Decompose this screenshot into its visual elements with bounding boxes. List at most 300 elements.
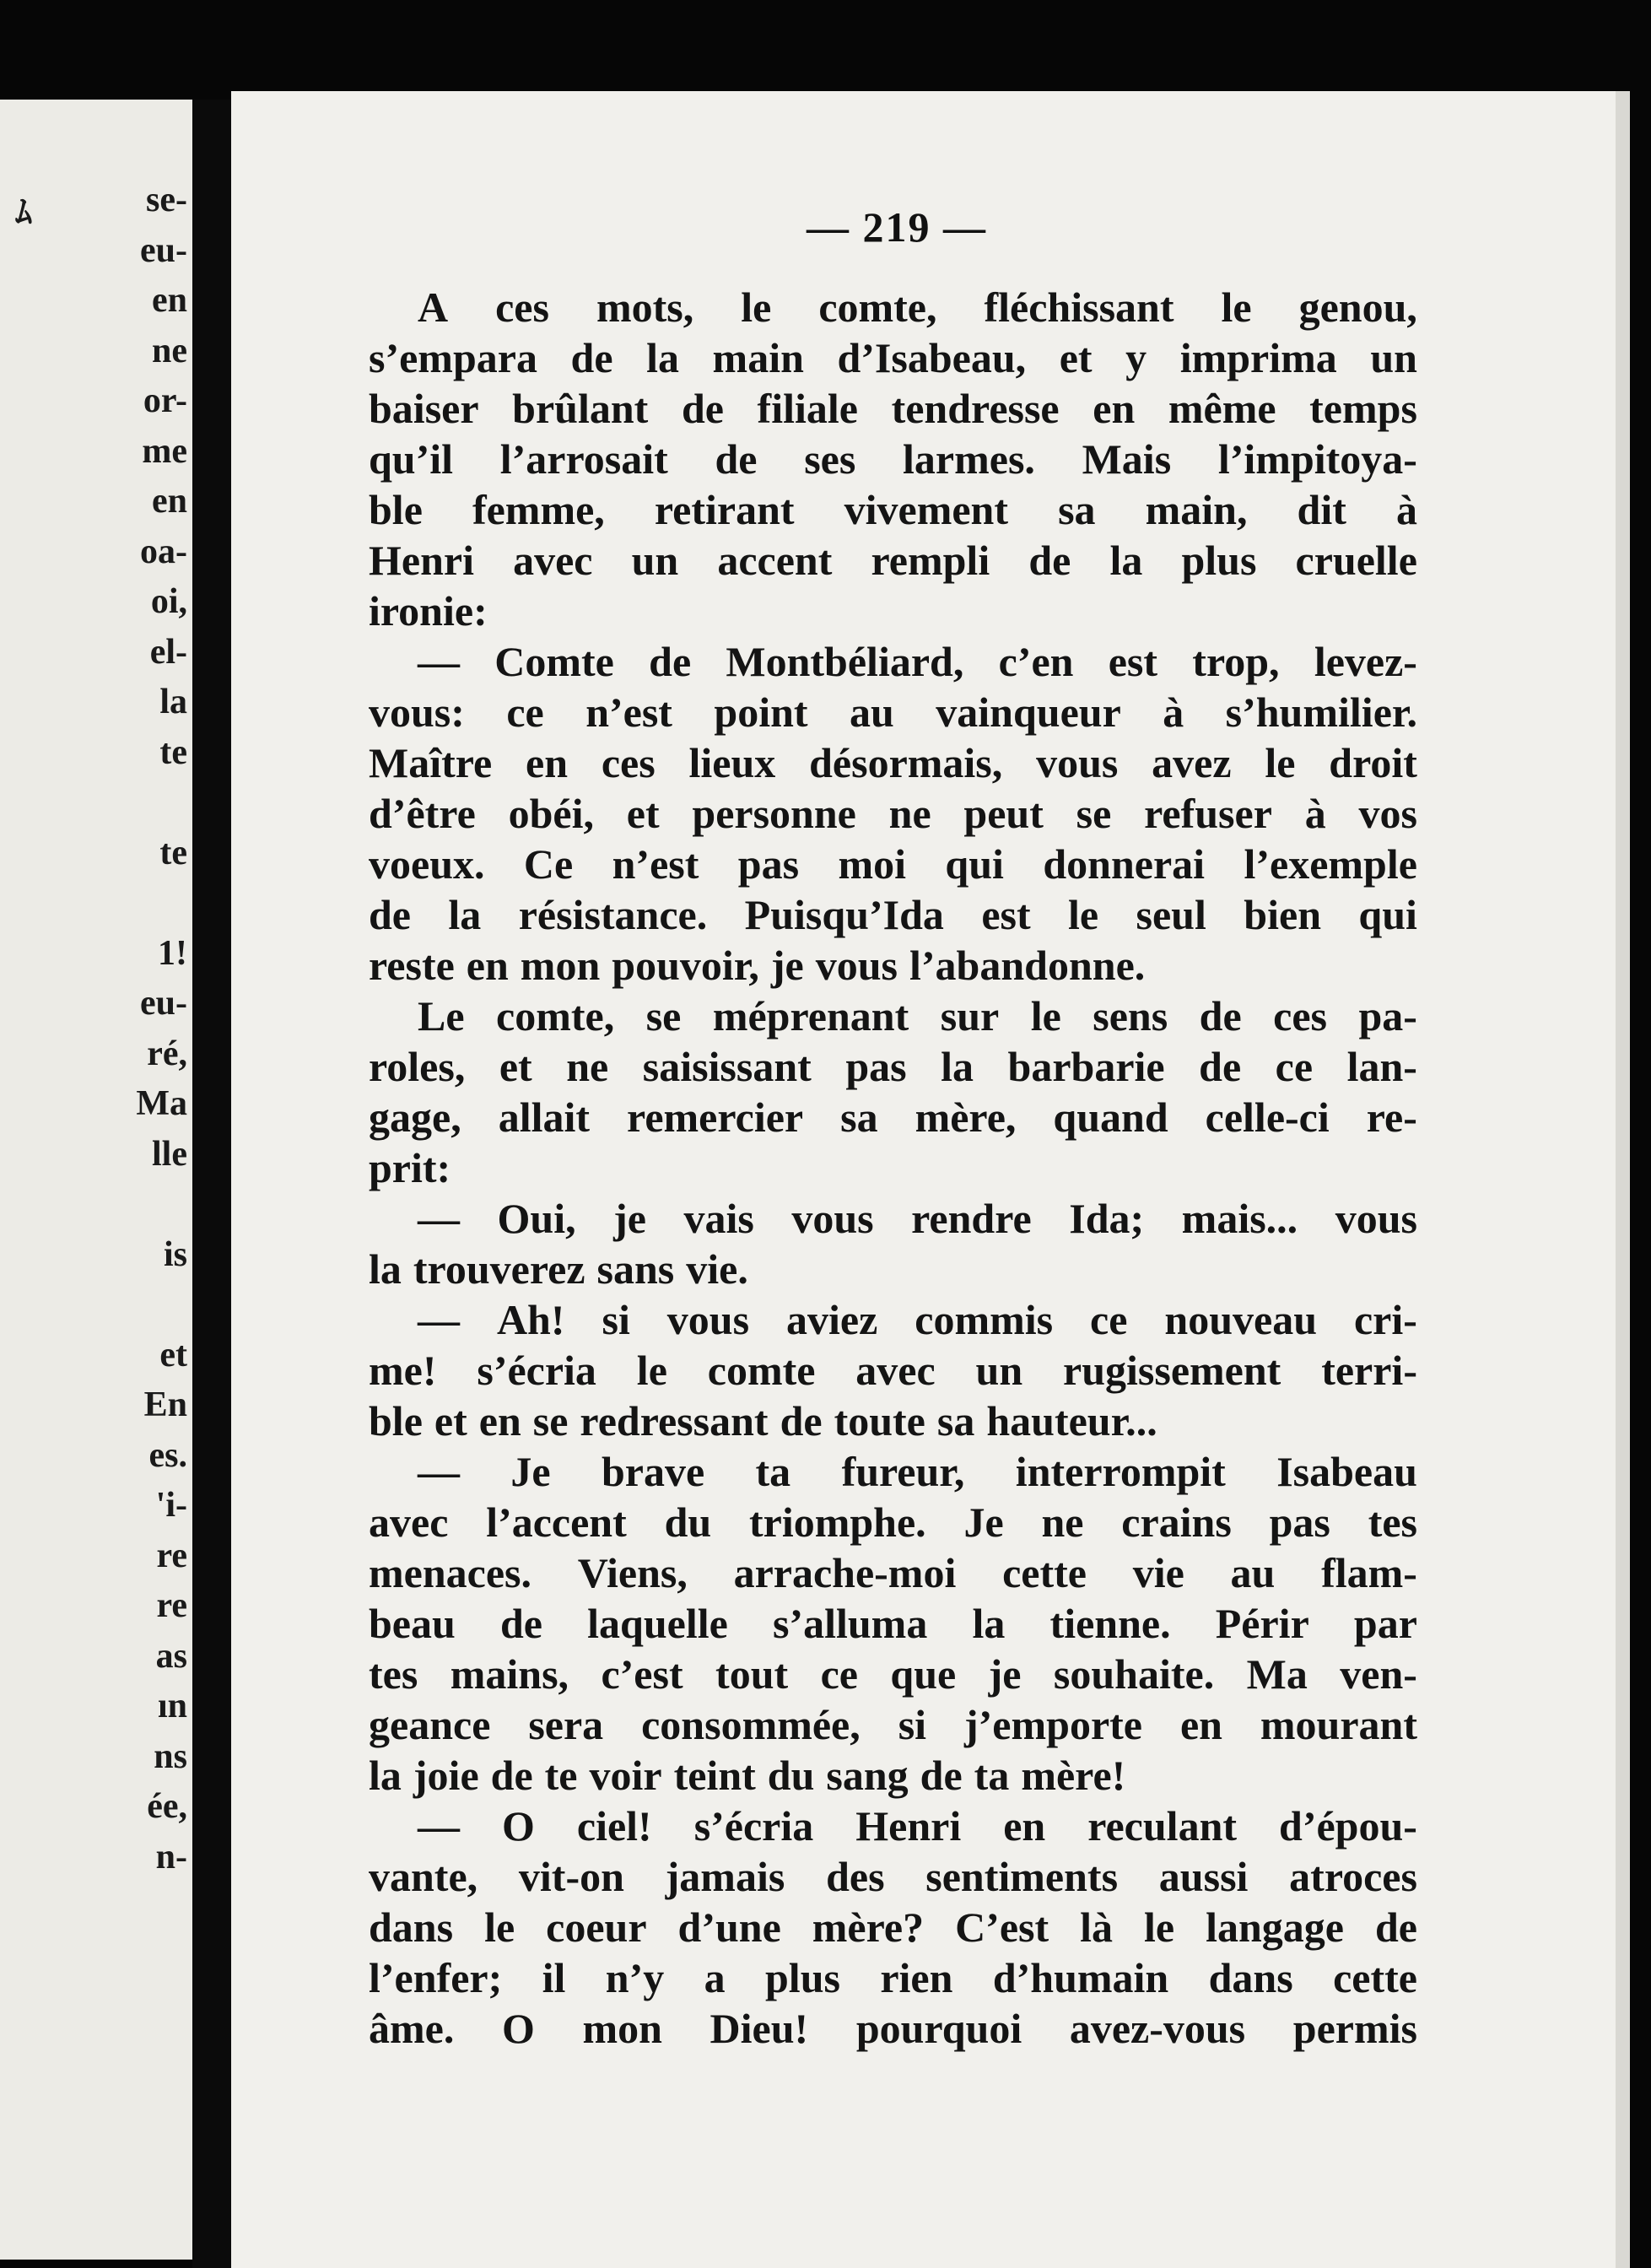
word: l’arrosait [499,435,668,483]
word: aussi [1158,1853,1249,1900]
word: est [1108,638,1158,685]
word: obéi, [508,790,594,837]
word: Maître [369,739,493,786]
word: le [484,1904,515,1951]
word: roles, [369,1043,466,1090]
word: refuser [1144,790,1272,837]
word: se [1076,790,1112,837]
word: gage, [369,1094,461,1141]
word: Puisqu’Ida [744,891,944,938]
text-line [369,1396,1417,1446]
word: moi [838,840,907,888]
word: pourquoi [855,2005,1022,2052]
text-line [369,1041,1417,1092]
word: droit [1329,739,1417,786]
word: trop, [1192,638,1280,685]
word: je [988,1650,1022,1698]
word: s’écria [693,1802,814,1850]
word: le [1221,284,1252,331]
word: plus [765,1954,840,2001]
word: lan- [1346,1043,1417,1090]
word: la [369,1752,402,1799]
word: peut [963,790,1044,837]
word: trouverez [413,1245,585,1293]
word: ciel! [576,1802,652,1850]
word: et [434,1397,467,1444]
word: ironie: [369,587,488,634]
word: il [542,1954,566,2001]
word: mère, [915,1094,1017,1141]
text-line [369,1092,1417,1142]
word: un [631,537,679,584]
word: mère! [1021,1752,1126,1799]
word: femme, [472,486,605,533]
word: de [369,891,411,938]
word: dans [1208,1954,1293,2001]
word: du [664,1498,712,1546]
text-line [369,586,1417,636]
word: mère? [812,1904,925,1951]
word: fureur, [841,1448,965,1495]
word: le [636,1347,667,1394]
word: brave [601,1448,705,1495]
word: en [526,739,569,786]
word: terri- [1321,1347,1417,1394]
word: atroces [1289,1853,1417,1900]
word: retirant [654,486,795,533]
word: d’une [677,1904,781,1951]
word: la [646,334,679,381]
word: dit [1297,486,1346,533]
word: vante, [369,1853,478,1900]
word: tes [369,1650,418,1698]
left-page-fragment: el- [149,632,187,672]
word: que [890,1650,957,1698]
word: barbarie [1007,1043,1165,1090]
word: sa [840,1094,878,1141]
word: c’est [601,1650,683,1698]
word: ces [601,739,656,786]
word: Comte [494,638,614,685]
word: du [767,1752,815,1799]
word: Oui, [497,1195,576,1242]
text-line [369,1952,1417,2003]
text-line [369,2003,1417,2054]
left-page-fragment: re [156,1536,187,1575]
word: remercier [627,1094,804,1141]
word: Ida; [1069,1195,1145,1242]
word: l’abandonne. [909,942,1146,989]
word: n’est [612,840,699,888]
word: arrache-moi [733,1549,957,1596]
word: même [1168,385,1276,432]
word: permis [1292,2005,1417,2052]
word: un [1370,334,1417,381]
word: beau [369,1600,456,1647]
word: quand [1053,1094,1168,1141]
text-line [369,839,1417,889]
word: de [490,1752,533,1799]
word: si [898,1701,927,1748]
word: se [645,992,682,1040]
word: s’écria [477,1347,596,1394]
word: ses [804,435,856,483]
word: baiser [369,385,479,432]
word: à [1395,486,1417,533]
word: bien [1244,891,1321,938]
word: de [1028,537,1071,584]
word: vie [1132,1549,1184,1596]
word: qui [945,840,1004,888]
left-page-fragment: la [159,683,187,721]
word: de [681,385,724,432]
word: tendresse [891,385,1060,432]
word: de [1374,1904,1417,1951]
word: — [418,1802,460,1850]
word: en [1093,385,1136,432]
word: donnerai [1043,840,1206,888]
word: commis [915,1296,1054,1343]
word: filiale [757,385,858,432]
left-page-fragment: 1! [158,933,187,973]
word: jamais [665,1853,785,1900]
word: la [448,891,482,938]
text-line [369,1699,1417,1750]
text-line [369,1547,1417,1598]
left-page-fragment: Ma [136,1084,187,1123]
word: de [649,638,692,685]
word: d’être [369,790,476,837]
word: si [602,1296,630,1343]
word: hauteur... [986,1397,1157,1444]
word: — [418,1448,460,1495]
word: main, [1145,486,1248,533]
word: en [1003,1802,1046,1850]
word: la [1109,537,1143,584]
word: rempli [871,537,990,584]
word: vie. [686,1245,748,1293]
word: désormais, [809,739,1003,786]
left-page-fragment: et [159,1335,187,1374]
word: pa- [1358,992,1417,1040]
word: mourant [1260,1701,1417,1748]
word: te [544,1752,578,1799]
word: laquelle [587,1600,728,1647]
word: ne [1041,1498,1084,1546]
word: en [1179,1701,1222,1748]
word: re- [1366,1094,1417,1141]
word: et [626,790,660,837]
word: redressant [580,1397,769,1444]
word: de [780,1397,823,1444]
word: comte [707,1347,816,1394]
word: ble [369,1397,423,1444]
word: flam- [1321,1549,1417,1596]
word: sens [1093,992,1168,1040]
word: l’enfer; [369,1954,503,2001]
word: personne [692,790,856,837]
word: mots, [596,284,694,331]
left-page-fragment: es. [148,1435,187,1475]
word: sans [596,1245,675,1293]
word: ven- [1340,1650,1417,1698]
word: mains, [450,1650,569,1698]
word: là [1080,1904,1114,1951]
word: celle-ci [1205,1094,1330,1141]
word: la [972,1600,1006,1647]
word: vous: [369,688,465,736]
word: au [1230,1549,1276,1596]
word: tout [715,1650,789,1698]
word: Henri [369,537,474,584]
word: Ah! [496,1296,565,1343]
word: le [1144,1904,1175,1951]
word: O [501,2005,535,2052]
word: sang [826,1752,909,1799]
body-text [369,282,1417,2054]
text-line [369,383,1417,434]
word: cette [1002,1549,1087,1596]
word: a [704,1954,726,2001]
text-line [369,737,1417,788]
word: s’humilier. [1225,688,1417,736]
text-line [369,1801,1417,1851]
word: brûlant [512,385,649,432]
left-page-fragment: ne [152,331,187,370]
left-page-fragment: me [142,431,187,471]
word: je [613,1195,646,1242]
word: sera [528,1701,604,1748]
word: j’emporte [964,1701,1142,1748]
word: ne [888,790,931,837]
word: ce [1090,1296,1128,1343]
text-line [369,1345,1417,1396]
word: imprima [1179,334,1337,381]
word: seul [1136,891,1206,938]
word: d’humain [992,1954,1169,2001]
word: ce [820,1650,858,1698]
word: résistance. [518,891,708,938]
left-page-fragment: n- [155,1837,187,1876]
word: pouvoir, [612,942,759,989]
word: sa [1058,486,1096,533]
word: n’y [605,1954,665,2001]
word: A [418,284,449,331]
word: Je [963,1498,1004,1546]
word: interrompit [1015,1448,1226,1495]
word: des [826,1853,885,1900]
word: et [1059,334,1093,381]
word: coeur [546,1904,647,1951]
word: cri- [1353,1296,1417,1343]
word: ta [755,1448,791,1495]
left-page-fragment: ns [154,1736,187,1776]
word: vais [683,1195,754,1242]
word: Isabeau [1276,1448,1417,1495]
word: main [712,334,804,381]
left-page-fragment: eu- [140,230,187,270]
left-page-fragment: en [152,482,187,521]
word: de [570,334,613,381]
word: est [981,891,1031,938]
text-line [369,1294,1417,1345]
word: C’est [955,1904,1049,1951]
word: le [741,284,772,331]
word: par [1353,1600,1417,1647]
word: n’est [585,688,672,736]
word: aviez [786,1296,878,1343]
word: voeux. [369,840,485,888]
word: cette [1333,1954,1417,2001]
word: tienne. [1049,1600,1171,1647]
word: — [418,638,460,685]
word: langage [1206,1904,1344,1951]
word: mais... [1181,1195,1298,1242]
word: c’en [998,638,1074,685]
left-page-fragment: as [155,1636,187,1676]
word: méprenant [712,992,909,1040]
text-line [369,332,1417,383]
text-line [369,282,1417,332]
text-line [369,1750,1417,1801]
word: vous [1335,1195,1417,1242]
word: de [1199,1043,1242,1090]
word: O [501,1802,535,1850]
left-page-fragment: or- [143,381,187,420]
word: dans [369,1904,454,1951]
word: vainqueur [936,688,1121,736]
text-line [369,1649,1417,1699]
word: au [850,688,894,736]
left-page-edge [0,100,192,2260]
word: reste [369,942,455,989]
left-page-fragment: 'i- [155,1486,187,1525]
word: la [941,1043,974,1090]
word: Ma [1246,1650,1308,1698]
word: crains [1121,1498,1232,1546]
word: saisissant [642,1043,812,1090]
word: genou, [1298,284,1417,331]
word: temps [1309,385,1417,432]
word: Viens, [577,1549,688,1596]
word: toute [834,1397,925,1444]
left-page-fragment: en [152,281,187,320]
text-line [369,1598,1417,1649]
word: vos [1358,790,1417,837]
word: à [1304,790,1326,837]
left-page-fragment: ın [157,1687,187,1725]
word: le [1068,891,1099,938]
word: le [1265,739,1296,786]
word: nouveau [1164,1296,1318,1343]
word: l’impitoya- [1217,435,1417,483]
word: souhaite. [1053,1650,1215,1698]
word: s’empara [369,334,537,381]
right-page-edge [1616,91,1630,2268]
word: Le [418,992,465,1040]
left-page-fragment: oa- [140,532,187,571]
word: me! [369,1347,437,1394]
word: comte, [496,992,615,1040]
left-page-fragment: eu- [140,984,187,1023]
word: ble [369,486,423,533]
page-number: — 219 — [807,203,987,251]
word: rugissement [1063,1347,1281,1394]
word: rendre [911,1195,1032,1242]
word: d’épou- [1279,1802,1417,1850]
text-line [369,1497,1417,1547]
word: allait [498,1094,591,1141]
word: cruelle [1295,537,1417,584]
word: ces [1273,992,1327,1040]
text-line [369,535,1417,586]
word: mon [520,942,601,989]
word: de [1199,992,1242,1040]
text-line [369,1193,1417,1244]
word: Dieu! [709,2005,809,2052]
word: Je [510,1448,551,1495]
text-line [369,1244,1417,1294]
word: reculant [1087,1802,1238,1850]
word: plus [1181,537,1257,584]
word: teint [673,1752,756,1799]
word: l’accent [486,1498,627,1546]
word: avez [1152,739,1232,786]
word: l’exemple [1244,840,1417,888]
text-line [369,434,1417,484]
word: se [532,1397,569,1444]
left-page-fragment: re [156,1586,187,1625]
word: ce [506,688,544,736]
text-line [369,484,1417,535]
text-line [369,1851,1417,1902]
text-line [369,687,1417,737]
word: lieux [688,739,776,786]
word: ce [1275,1043,1314,1090]
word: point [714,688,808,736]
word: sentiments [925,1853,1119,1900]
word: voir [589,1752,662,1799]
word: pas [1269,1498,1330,1546]
word: joie [413,1752,479,1799]
word: rien [880,1954,953,2001]
word: Mais [1082,435,1172,483]
word: vous [666,1296,750,1343]
word: ne [566,1043,609,1090]
word: s’alluma [772,1600,928,1647]
left-page-fragment: te [159,732,187,772]
word: tes [1368,1498,1417,1546]
word: comte, [818,284,937,331]
word: le [1030,992,1061,1040]
left-page-fragment: En [143,1385,187,1424]
word: larmes. [903,435,1035,483]
word: de [920,1752,963,1799]
word: à [1163,688,1184,736]
left-page-fragment: oi, [150,582,187,621]
word: en [478,1397,521,1444]
left-page-fragment: ré, [147,1034,187,1073]
left-page-fragment: lle [152,1134,187,1174]
word: avez-vous [1069,2005,1246,2052]
word: d’Isabeau, [837,334,1027,381]
word: de [499,1600,542,1647]
word: Ce [523,840,574,888]
text-line [369,1142,1417,1193]
word: — [418,1195,460,1242]
word: fléchissant [984,284,1174,331]
word: sur [940,992,1000,1040]
